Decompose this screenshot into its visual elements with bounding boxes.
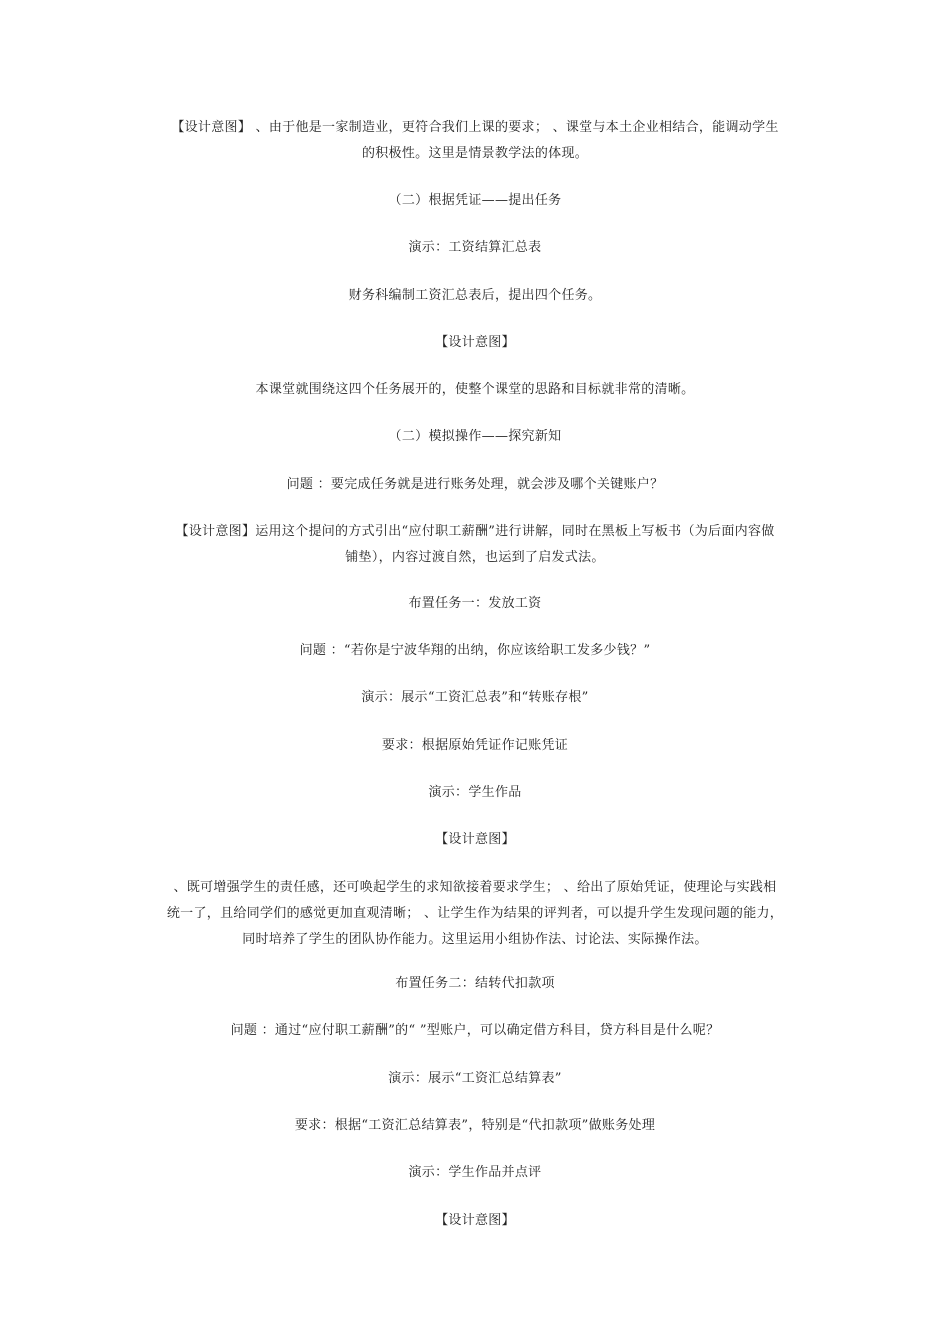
text-line: 本课堂就围绕这四个任务展开的，使整个课堂的思路和目标就非常的清晰。 <box>255 382 695 397</box>
paragraph-demo-3 <box>130 780 820 806</box>
paragraph-design-intent-4-body <box>135 875 815 953</box>
text-line: 演示：展示“工资汇总结算表” <box>388 1071 562 1086</box>
heading-task-2 <box>130 971 820 997</box>
text-line: （二）根据凭证——提出任务 <box>388 193 562 208</box>
text-line: 演示：学生作品 <box>428 785 522 800</box>
paragraph-requirement-2 <box>130 1113 820 1139</box>
paragraph-requirement-1 <box>130 733 820 759</box>
text-line: 要求：根据“工资汇总结算表”，特别是“代扣款项”做账务处理 <box>294 1118 656 1133</box>
paragraph-demo-5 <box>130 1160 820 1186</box>
text-line: （二）模拟操作——探究新知 <box>388 429 562 444</box>
heading-section-2a <box>130 188 820 214</box>
heading-section-2b <box>130 424 820 450</box>
text-line: 同时培养了学生的团队协作能力。这里运用小组协作法、讨论法、实际操作法。 <box>242 932 708 947</box>
text-line: 要求：根据原始凭证作记账凭证 <box>381 738 569 753</box>
paragraph-demo-4 <box>130 1066 820 1092</box>
text-line: 的积极性。这里是情景教学法的体现。 <box>361 146 589 161</box>
text-line: 【设计意图】运用这个提问的方式引出“应付职工薪酬”进行讲解，同时在黑板上写板书（为后面内容做 <box>175 524 775 539</box>
heading-task-1 <box>130 591 820 617</box>
paragraph-question-2 <box>130 638 820 664</box>
paragraph-course-focus <box>130 377 820 403</box>
paragraph-design-intent-3 <box>135 519 815 571</box>
label-design-intent-5 <box>130 1208 820 1234</box>
text-line: 布置任务二：结转代扣款项 <box>395 976 555 991</box>
text-line: 统一了，且给同学们的感觉更加直观清晰； 、让学生作为结果的评判者，可以提升学生发现问题的能力， <box>166 906 784 921</box>
text-line: 问题 ：“若你是宁波华翔的出纳，你应该给职工发多少钱？” <box>299 643 651 658</box>
text-line: 演示：展示“工资汇总表”和“转账存根” <box>361 690 589 705</box>
paragraph-demo-2 <box>130 685 820 711</box>
text-line: 演示：工资结算汇总表 <box>408 240 542 255</box>
text-line: 【设计意图】 <box>435 1213 515 1228</box>
paragraph-question-3 <box>130 1018 820 1044</box>
paragraph-question-1 <box>130 472 820 498</box>
label-design-intent-4 <box>130 827 820 853</box>
paragraph-tasks <box>130 283 820 309</box>
text-line: 布置任务一：发放工资 <box>408 596 542 611</box>
text-line: 【设计意图】 <box>435 335 515 350</box>
text-line: 【设计意图】 <box>435 832 515 847</box>
text-line: 演示：学生作品并点评 <box>408 1165 542 1180</box>
text-line: 问题 ：要完成任务就是进行账务处理，就会涉及哪个关键账户？ <box>286 477 664 492</box>
text-line: 【设计意图】 、由于他是一家制造业，更符合我们上课的要求； 、课堂与本土企业相结合，能调动学生 <box>171 120 779 135</box>
text-line: 财务科编制工资汇总表后，提出四个任务。 <box>348 288 602 303</box>
label-design-intent-2 <box>130 330 820 356</box>
text-line: 问题 ：通过“应付职工薪酬”的“ ”型账户，可以确定借方科目，贷方科目是什么呢？ <box>230 1023 720 1038</box>
paragraph-design-intent-1 <box>135 115 815 167</box>
text-line: 、既可增强学生的责任感，还可唤起学生的求知欲接着要求学生； 、给出了原始凭证，使理论与实践相 <box>173 880 777 895</box>
text-line: 铺垫），内容过渡自然，也运到了启发式法。 <box>345 550 605 565</box>
paragraph-demo-1 <box>130 235 820 261</box>
